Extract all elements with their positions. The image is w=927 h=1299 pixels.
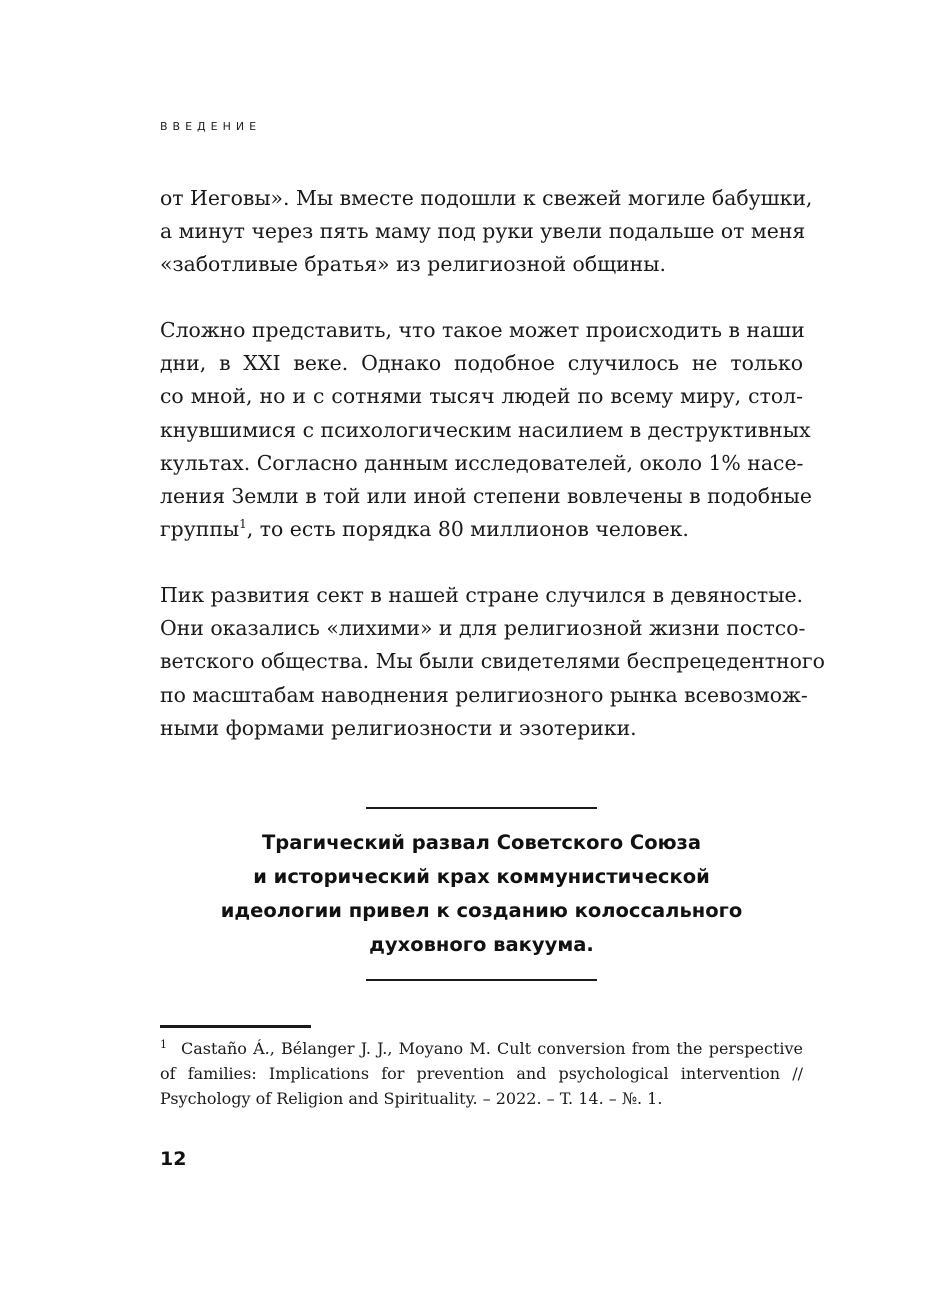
text-line: ления Земли в той или иной степени вовлечены в подобные: [160, 484, 812, 509]
text-line: ными формами религиозности и эзотерики.: [160, 715, 637, 740]
text-line: «заботливые братья» из религиозной общины.: [160, 252, 666, 277]
text-line: кнувшимися с психологическим насилием в деструктивных: [160, 417, 811, 442]
text-line: ветского общества. Мы были свидетелями беспрецедентного: [160, 649, 825, 674]
text-line: дни, в XXI веке. Однако подобное случилось не только: [160, 351, 803, 376]
footnote-separator: [160, 1025, 311, 1028]
pullquote-line: и исторический крах коммунистической: [253, 865, 710, 888]
footnote-line: Psychology of Religion and Spirituality. – 2022. – T. 14. – №. 1.: [160, 1089, 663, 1108]
text-line: со мной, но и с сотнями тысяч людей по всему миру, стол-: [160, 384, 803, 409]
pullquote-top-rule: [366, 807, 597, 809]
text-line: Сложно представить, что такое может происходить в наши: [160, 318, 805, 342]
paragraph-3: [160, 579, 825, 745]
footnote-text: Castaño Á., Bélanger J. J., Moyano M. Cult conversion from the perspective: [181, 1039, 803, 1058]
text-line: а минут через пять маму под руки увели подальше от меня: [160, 219, 806, 244]
text-line: Пик развития сект в нашей стране случился в девяностые.: [160, 583, 803, 607]
footnote-line: of families: Implications for prevention and psychological intervention //: [160, 1064, 803, 1083]
text-line: Они оказались «лихими» и для религиозной жизни постсо-: [160, 616, 806, 641]
footnote-line: [160, 1036, 803, 1061]
pullquote-bottom-rule: [366, 979, 597, 981]
footnote: [160, 1036, 803, 1111]
pullquote-line: Трагический развал Советского Союза: [261, 831, 702, 854]
pullquote-line: идеологии привел к созданию колоссального: [220, 899, 743, 922]
text-fragment: , то есть порядка 80 миллионов человек.: [246, 517, 689, 542]
text-fragment: группы: [160, 517, 240, 542]
footnote-marker: 1: [160, 1037, 167, 1051]
paragraph-1: [160, 182, 813, 282]
pullquote: [160, 826, 803, 962]
footnote-reference[interactable]: 1: [239, 517, 247, 532]
running-head: ВВЕДЕНИЕ: [160, 120, 262, 133]
text-line: по масштабам наводнения религиозного рынка всевозмож-: [160, 682, 808, 707]
text-line: культах. Согласно данным исследователей, около 1% насе-: [160, 450, 804, 475]
pullquote-line: духовного вакуума.: [369, 933, 594, 956]
page-number: 12: [160, 1148, 187, 1170]
paragraph-2: [160, 314, 812, 546]
text-line: от Иеговы». Мы вместе подошли к свежей могиле бабушки,: [160, 186, 813, 210]
text-line: [160, 513, 803, 546]
